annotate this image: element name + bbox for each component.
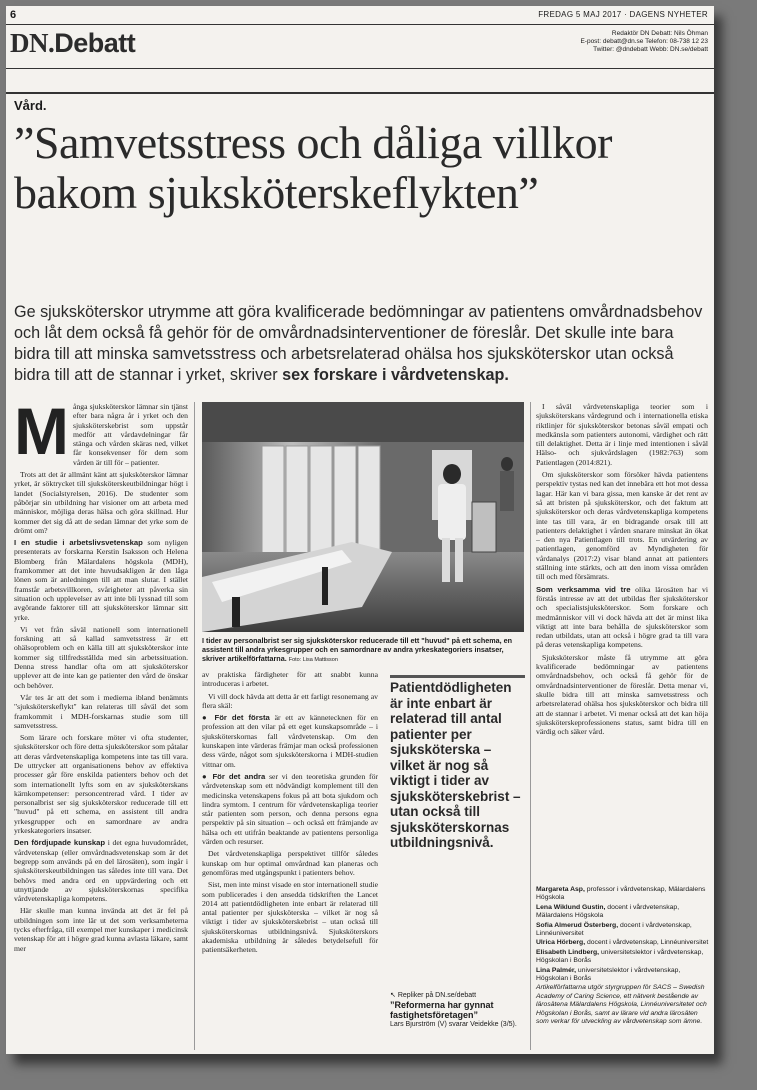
bullet-lead: ● För det första	[202, 713, 270, 723]
paragraph: ånga sjuksköterskor lämnar sin tjänst efter bara några år i yrket och den sjuksköterskebrist som uppstår medför att vårdavdelningar får stänga och vården skäras ned, vilket får konsekvenser för dem som vården är till för – patienter.	[72, 402, 188, 467]
paragraph: Vi vet från såväl nationell som internationell forskning att så kallad samvetsstress är ett ohälsoproblem och en källa till att sjuksköterskor inte kommer sig tillfredsställda med sin arbetssituation. Denna stress handlar ofta om att sjuksköterskor upplever att de inte kan ge patienter den vård de önskar och behöver.	[14, 624, 188, 690]
paragraph: Vi vill dock hävda att detta är ett farligt resonemang av flera skäl:	[202, 691, 378, 710]
column-divider	[194, 402, 195, 1050]
paragraph: Sjuksköterskor måste få utrymme att göra kvalificerade bedömningar av patientens omvårdnadsbehov, och också få gehör för de omvårdnadsinterventioner de föreslår. Detta menar vi, skulle bidra till att minska samvetsstress och arbetsrelaterad ohälsa hos sjuksköterskor och bidra till att de stannar i arbetet. Vi menar också att det kan höja sjuksköterskeprofessionens status, samt bidra till en värdig och säker vård.	[536, 652, 708, 737]
photo-credit: Foto: Lisa Mattisson	[288, 657, 338, 663]
photo-caption	[202, 636, 524, 665]
caption-text: I tider av personalbrist ser sig sjuksköterskor reducerade till ett "huvud" på ett schema, en assistent till andra yrkesgrupper och en samordnare av andra yrkeskategoriers insatser, skriver artikelförfattarna.	[202, 636, 512, 663]
page-number: 6	[10, 9, 17, 21]
ingress-byline: sex forskare i vårdvetenskap.	[282, 366, 509, 384]
reply-byline: Lars Bjurström (V) svarar Veidekke (3/5).	[390, 1021, 517, 1028]
editor-line: E-post: debatt@dn.se Telefon: 08-738 12 23	[580, 38, 708, 45]
editor-info	[498, 30, 708, 54]
paragraph: Vår tes är att det som i medierna ibland benämnts "sjuksköterskeflykt" kan relateras till såväl det som framkommit i MDH-forskarnas studie som till samvetsstress.	[14, 692, 188, 730]
bullet-paragraph: ● För det andra ser vi den teoretiska grunden för vårdvetenskap som ett nödvändigt komplement till den medicinska vetenskapens fokus på att bota sjukdom och lindra symtom. I centrum för vårdvetenskapliga teorier står patienten som person, och denna persons egna perspektiv på sin situation – och också ett främjande av hälsa och ett utifrån beaktande av patientens personliga värden och resurser.	[202, 771, 378, 847]
headline: ”Samvetsstress och dåliga villkor bakom sjuksköterskeflykten”	[14, 117, 612, 218]
author-entry: Margareta Asp, professor i vårdvetenskap, Mälardalens Högskola	[536, 886, 706, 902]
masthead	[10, 28, 135, 59]
newspaper-page	[6, 6, 714, 1054]
paragraph: Här skulle man kunna invända att det är fel på utbildningen som inte lär ut det som verksamheterna tycks efterfråga, till exempel mer kunskaper i medicinsk vetenskap för att i högre grad kunna avlasta läkare, samt mer	[14, 906, 188, 953]
photo-illustration	[202, 402, 524, 632]
author-list	[536, 886, 710, 1027]
paragraph: I en studie i arbetslivsvetenskap som nyligen presenterats av forskarna Kerstin Isaksson och Helena Blomberg från Mälardalens högskola (MDH), framkommer att det inte huvudsakligen är den låga lönen som är anledningen till att man slutar. I stället framstår arbetsvillkoren, svårigheter att påverka sin situation och upplevelser av att inte bli lyssnad till som avgörande faktorer till att sjuksköterskor lämnar sitt yrke.	[14, 538, 188, 622]
editor-line: Redaktör DN Debatt: Nils Öhman	[611, 30, 708, 37]
hospital-corridor-photo	[202, 402, 524, 632]
article-column-1	[14, 402, 188, 1052]
paragraph: Som lärare och forskare möter vi ofta studenter, sjuksköterskor och före detta sjuksköterskor som påtalar att deras vårdvetenskapliga kompetens inte tas till vara. De uttrycker att organisationens behov av effektiva processer går före enskilda patienters behov och det som internationellt lyfts som en av sjuksköterskans kärnkompetenser: personcentrerad vård. I tider av personalbrist ser sig sjuksköterskor reducerade till ett "huvud" på ett schema, en assistent till andra yrkesgrupper och en samordnare av andra yrkeskategoriers insatser.	[14, 733, 188, 836]
author-entry: Elisabeth Lindberg, universitetslektor i vårdvetenskap, Högskolan i Borås	[536, 948, 704, 965]
author-entry: Sofia Almerud Österberg, docent i vårdvetenskap, Linnéuniversitet	[536, 921, 692, 938]
paragraph: Den fördjupade kunskap i det egna huvudområdet, vårdvetenskap (eller omvårdnadsvetenskap som är det begrepp som används på en del lärosäten), som ingår i sjuksköterskeutbildningen tas således inte till vara. Det behövs med andra ord en uppvärdering och ett utnyttjande av sjuksköterskornas specifika vårdvetenskapliga kompetens.	[14, 838, 188, 904]
paragraph: Sist, men inte minst visade en stor internationell studie som publicerades i den ansedda tidskriften the Lancet 2014 att patientdödligheten inte enbart är relaterad till antal patienter per sjuksköterska – vilket är nog så viktigt i tider av sjuksköterskebrist – utan också till sjuksköterskornas utbildningsnivå. Sjuksköterskors akademiska utbildning är således betydelsefull för patientsäkerheten.	[202, 880, 378, 955]
paragraph: Trots att det är allmänt känt att sjuksköterskor lämnar yrket, är söktrycket till sjuksköterskeutbildningar högt i landet (Socialstyrelsen, 2016). De studenter som påbörjar sin utbildning har visioner om att arbeta med människor, möjliga deras hälsa och göra skillnad. Hur kommer det sig då att de sedan lämnar det yrke som de drömt om?	[14, 470, 188, 535]
column-divider	[530, 402, 531, 1050]
masthead-section: Debatt	[54, 28, 136, 58]
section-divider	[6, 92, 714, 94]
reply-box[interactable]	[390, 991, 525, 1029]
subhead: Som verksamma vid tre	[536, 584, 631, 594]
masthead-dn: DN.	[10, 28, 55, 58]
paragraph: Som verksamma vid tre olika lärosäten har vi förstås intresse av att det utbildas fler sjuksköterskor och specialistsjuksköterskor. Som forskare och medmänniskor vill vi dock hävda att det är minst lika viktigt att inte bara behålla de sjuksköterskor som redan utbildats, utan att också i högre grad ta till vara på deras vetenskapliga kompetens.	[536, 584, 708, 650]
reply-link[interactable]: ↖ Repliker på DN.se/debatt	[390, 992, 477, 999]
paragraph: av praktiska färdigheter för att snabbt kunna introduceras i arbetet.	[202, 670, 378, 689]
article-column-2	[202, 670, 378, 1052]
paragraph: Det vårdvetenskapliga perspektivet tillför således kunskap om hur optimal omvårdnad kan planeras och genomföras med utgångspunkt i patienters behov.	[202, 849, 378, 877]
ingress	[14, 302, 709, 386]
paragraph: I såväl vårdvetenskapliga teorier som i sjuksköterskans vårdegrund och i internationella etiska riktlinjer för sjuksköterskor betonas såväl empati och medkänsla som patienters autonomi, värdighet och rätt till delaktighet. Detta är i linje med intentionen i såväl Hälso- och sjukvårdslagen (1982:763) som Patientlagen (2014:821).	[536, 402, 708, 467]
subhead: Den fördjupade kunskap	[14, 838, 106, 848]
subhead: I en studie i arbetslivsvetenskap	[14, 538, 143, 548]
bullet-lead: ● För det andra	[202, 771, 266, 781]
authors-note: Artikelförfattarna utgör styrgruppen för SACS – Swedish Academy of Caring Science, ett nätverk bestående av lärosätena Mälardalens Högskola, Linnéuniversitetet och Högskolan i Borås, samt av lärare vid andra lärosäten som verkar för utveckling av vårdvetenskap som ämne.	[536, 984, 707, 1026]
masthead-divider	[6, 68, 714, 69]
cursor-icon: ↖	[390, 992, 396, 999]
issue-line: FREDAG 5 MAJ 2017 · DAGENS NYHETER	[538, 10, 708, 19]
section-label: Vård.	[14, 98, 47, 113]
paragraph: Om sjuksköterskor som försöker hävda patientens perspektiv tystas ned kan det innebära ett hot mot dessa lagar. Här kan vi bara gissa, men kanske är det rent av så att bristen på sjuksköterskor, och det faktum att sjuksköterskor och deras vårdvetenskapliga kompetens inte tas till vara, är en bidragande orsak till att patienters delaktighet i vården snarare minskat än ökat – den nya Patientlagen till trots. En utvärdering av patientlagen, genomförd av Myndigheten för vårdanalys (2017:2) visar bland annat att patienters ställning inte stärkts, och att den inom vissa områden till och med försämrats.	[536, 470, 708, 582]
author-entry: Lina Palmér, universitetslektor i vårdvetenskap, Högskolan i Borås	[536, 966, 681, 983]
article-column-3	[536, 402, 708, 872]
drop-cap: M	[14, 402, 69, 468]
author-entry: Lena Wiklund Gustin, docent i vårdvetenskap, Mälardalens Högskola	[536, 903, 680, 920]
top-bar	[6, 6, 714, 25]
reply-title: ”Reformerna har gynnat fastighetsföretagen”	[390, 1000, 494, 1020]
ingress-text: Ge sjuksköterskor utrymme att göra kvalificerade bedömningar av patientens omvårdnadsbehov och låt dem också få gehör för de omvårdnadsinterventioner de föreslår. Det skulle inte bara bidra till att minska samvetsstress och arbetsrelaterad ohälsa hos sjuksköterskor utan också bidra till att de stannar i yrket, skriver	[14, 303, 703, 384]
bullet-paragraph: ● För det första är ett av kännetecknen för en profession att den vilar på ett eget kunskapsområde – i sjuksköterskornas fall vårdvetenskap. Om den kunskapen inte värderas främjar man också professionen dess värde, något som sjuksköterskorna i MDH-studien vittnar om.	[202, 713, 378, 769]
editor-line: Twitter: @dndebatt Webb: DN.se/debatt	[593, 46, 708, 53]
pull-quote: Patientdödligheten är inte enbart är relaterad till antal patienter per sjuksköterska – vilket är nog så viktigt i tider av sjuksköterskebrist – utan också till sjuksköterskornas utbildningsnivå.	[390, 675, 525, 851]
author-entry: Ulrica Hörberg, docent i vårdvetenskap, Linnéuniversitet	[536, 939, 709, 947]
